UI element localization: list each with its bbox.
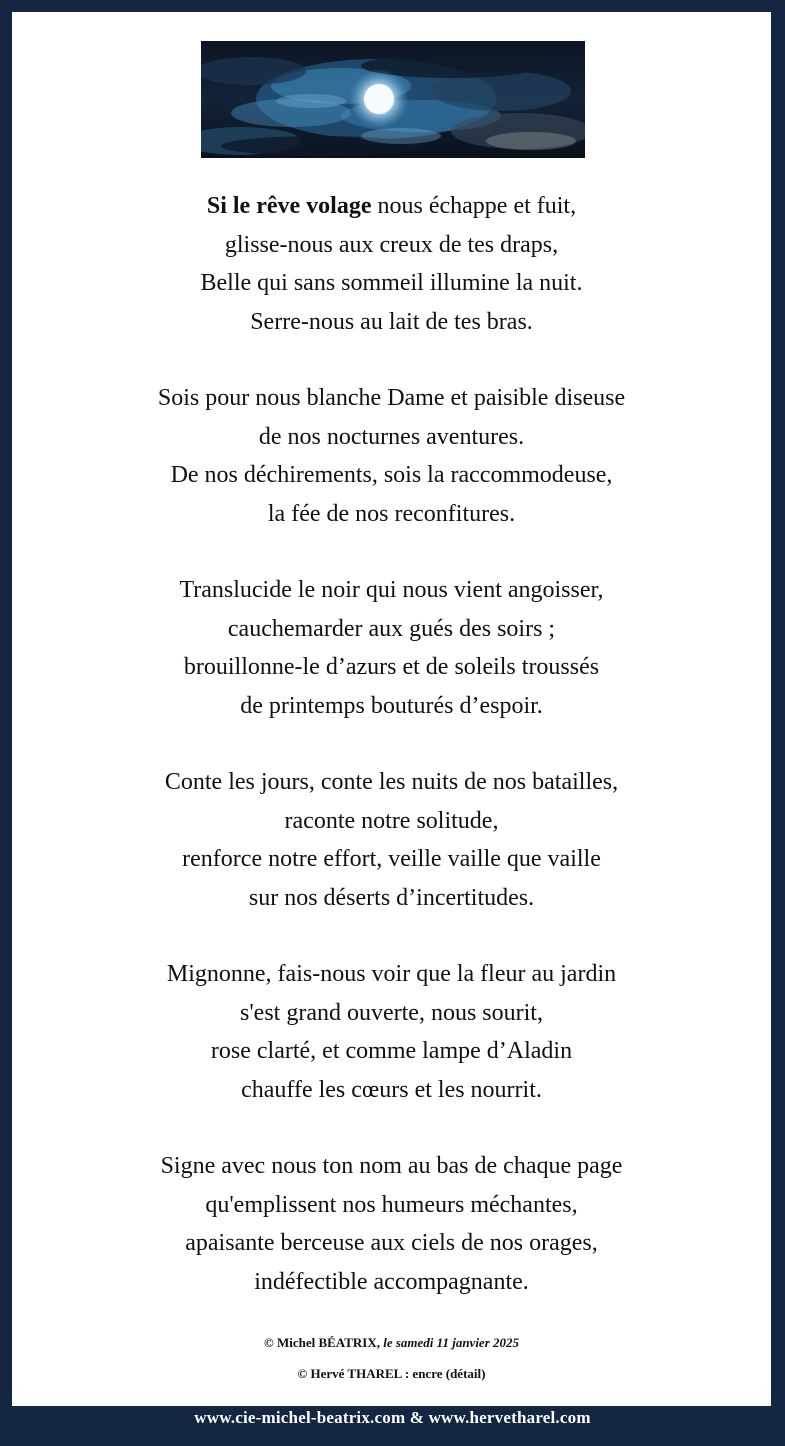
poem-line: apaisante berceuse aux ciels de nos orages,	[185, 1230, 598, 1256]
poem-line: de nos nocturnes aventures.	[258, 423, 525, 450]
poem-line: s'est grand ouverte, nous sourit,	[240, 999, 543, 1026]
poem-line: rose clarté, et comme lampe d’Aladin	[210, 1038, 573, 1064]
poem-line: glisse-nous aux creux de tes draps,	[224, 231, 559, 258]
poem-line	[12, 187, 771, 226]
stanza	[12, 187, 771, 341]
poem-line: De nos déchirements, sois la raccommodeuse,	[170, 462, 613, 488]
poem-line: raconte notre solitude,	[284, 807, 499, 834]
poem-line: brouillonne-le d’azurs et de soleils troussés	[183, 654, 600, 680]
stanza	[12, 1147, 771, 1301]
poem-text	[12, 187, 771, 1301]
stanza	[12, 571, 771, 725]
author-credit	[12, 1335, 771, 1351]
poem-line: Translucide le noir qui nous vient angoisser,	[179, 577, 604, 603]
author-name: © Michel BÉATRIX,	[263, 1335, 380, 1350]
poem-line: Signe avec nous ton nom au bas de chaque page	[160, 1153, 623, 1179]
poem-line: cauchemarder aux gués des soirs ;	[227, 615, 556, 642]
poem-line: qu'emplissent nos humeurs méchantes,	[205, 1191, 578, 1218]
footer-links[interactable]: www.cie-michel-beatrix.com & www.hervetharel.com	[194, 1408, 591, 1427]
poem-line: Serre-nous au lait de tes bras.	[250, 308, 533, 335]
poem-line-text: nous échappe et fuit,	[371, 193, 577, 219]
artist-credit: © Hervé THAREL : encre (détail)	[297, 1366, 486, 1381]
poem-date: le samedi 11 janvier 2025	[383, 1335, 520, 1350]
stanza	[12, 763, 771, 917]
poem-title-phrase: Si le rêve volage	[206, 193, 372, 219]
poem-line: indéfectible accompagnante.	[254, 1268, 529, 1295]
poem-line: renforce notre effort, veille vaille que vaille	[182, 846, 601, 872]
stanza	[12, 955, 771, 1109]
poem-line: la fée de nos reconfitures.	[267, 500, 516, 527]
poem-card	[12, 12, 771, 1406]
poem-line: de printemps bouturés d’espoir.	[240, 692, 543, 719]
poem-line: Sois pour nous blanche Dame et paisible diseuse	[157, 385, 626, 411]
night-sky-moon-painting	[201, 41, 585, 158]
poem-line: sur nos déserts d’incertitudes.	[248, 884, 535, 911]
poem-line: Mignonne, fais-nous voir que la fleur au jardin	[166, 961, 617, 987]
poem-line: Conte les jours, conte les nuits de nos batailles,	[164, 769, 619, 795]
poem-line: Belle qui sans sommeil illumine la nuit.	[200, 270, 583, 296]
poem-line: chauffe les cœurs et les nourrit.	[241, 1076, 542, 1103]
stanza	[12, 379, 771, 533]
